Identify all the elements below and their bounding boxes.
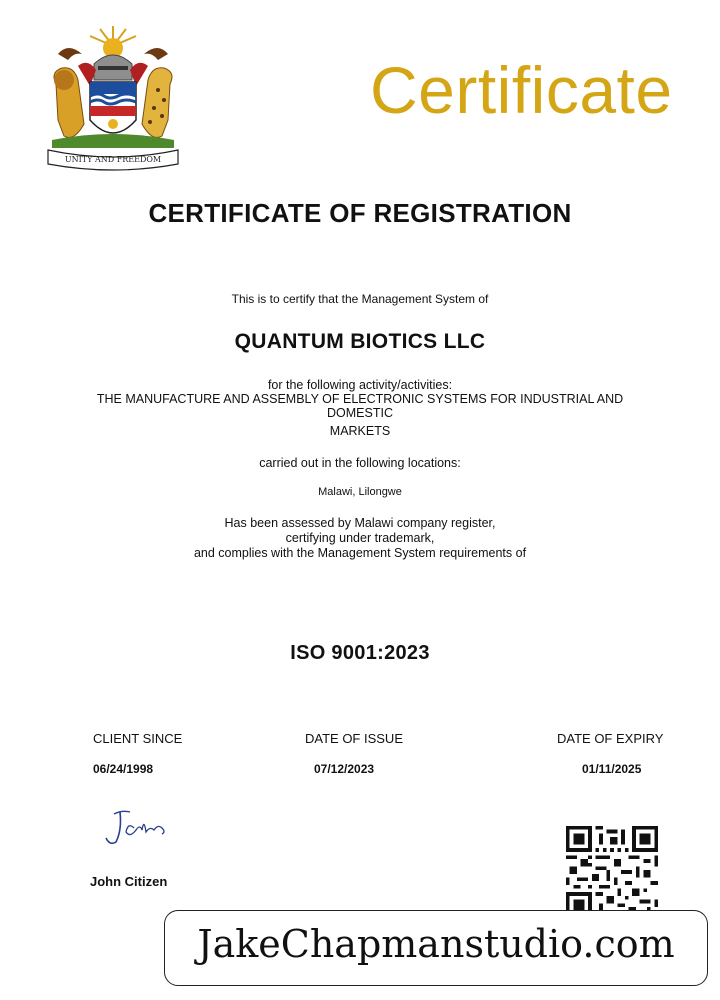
assessment-line: and complies with the Management System requirements of bbox=[193, 546, 527, 560]
expiry-date-label: DATE OF EXPIRY bbox=[557, 731, 664, 746]
svg-text:UNITY AND FREEDOM: UNITY AND FREEDOM bbox=[64, 155, 162, 164]
brand-title: Certificate bbox=[370, 53, 673, 127]
company-name: QUANTUM BIOTICS LLC bbox=[234, 330, 486, 353]
issue-date-label: DATE OF ISSUE bbox=[305, 731, 403, 746]
activity-line: MARKETS bbox=[329, 424, 391, 438]
assessment-line: certifying under trademark, bbox=[285, 531, 435, 545]
expiry-date-value: 01/11/2025 bbox=[582, 762, 642, 776]
activity-line: THE MANUFACTURE AND ASSEMBLY OF ELECTRONIC SYSTEMS FOR INDUSTRIAL AND bbox=[96, 392, 624, 406]
page-title: CERTIFICATE OF REGISTRATION bbox=[148, 198, 572, 228]
signer-name: John Citizen bbox=[90, 874, 168, 889]
issue-date-value: 07/12/2023 bbox=[314, 762, 375, 776]
signature bbox=[100, 806, 170, 850]
intro-text: This is to certify that the Management System of bbox=[231, 292, 489, 306]
client-since-value: 06/24/1998 bbox=[93, 762, 154, 776]
assessment-line: Has been assessed by Malawi company register, bbox=[224, 516, 496, 530]
activity-intro: for the following activity/activities: bbox=[267, 378, 453, 392]
activity-line: DOMESTIC bbox=[327, 406, 393, 420]
client-since-label: CLIENT SINCE bbox=[93, 731, 183, 746]
location: Malawi, Lilongwe bbox=[318, 486, 402, 498]
watermark-text: JakeChapmanstudio.com bbox=[197, 922, 675, 966]
locations-intro: carried out in the following locations: bbox=[259, 456, 461, 470]
standard-code: ISO 9001:2023 bbox=[290, 642, 430, 664]
qr-code bbox=[566, 826, 658, 918]
coat-of-arms-emblem bbox=[38, 24, 188, 172]
